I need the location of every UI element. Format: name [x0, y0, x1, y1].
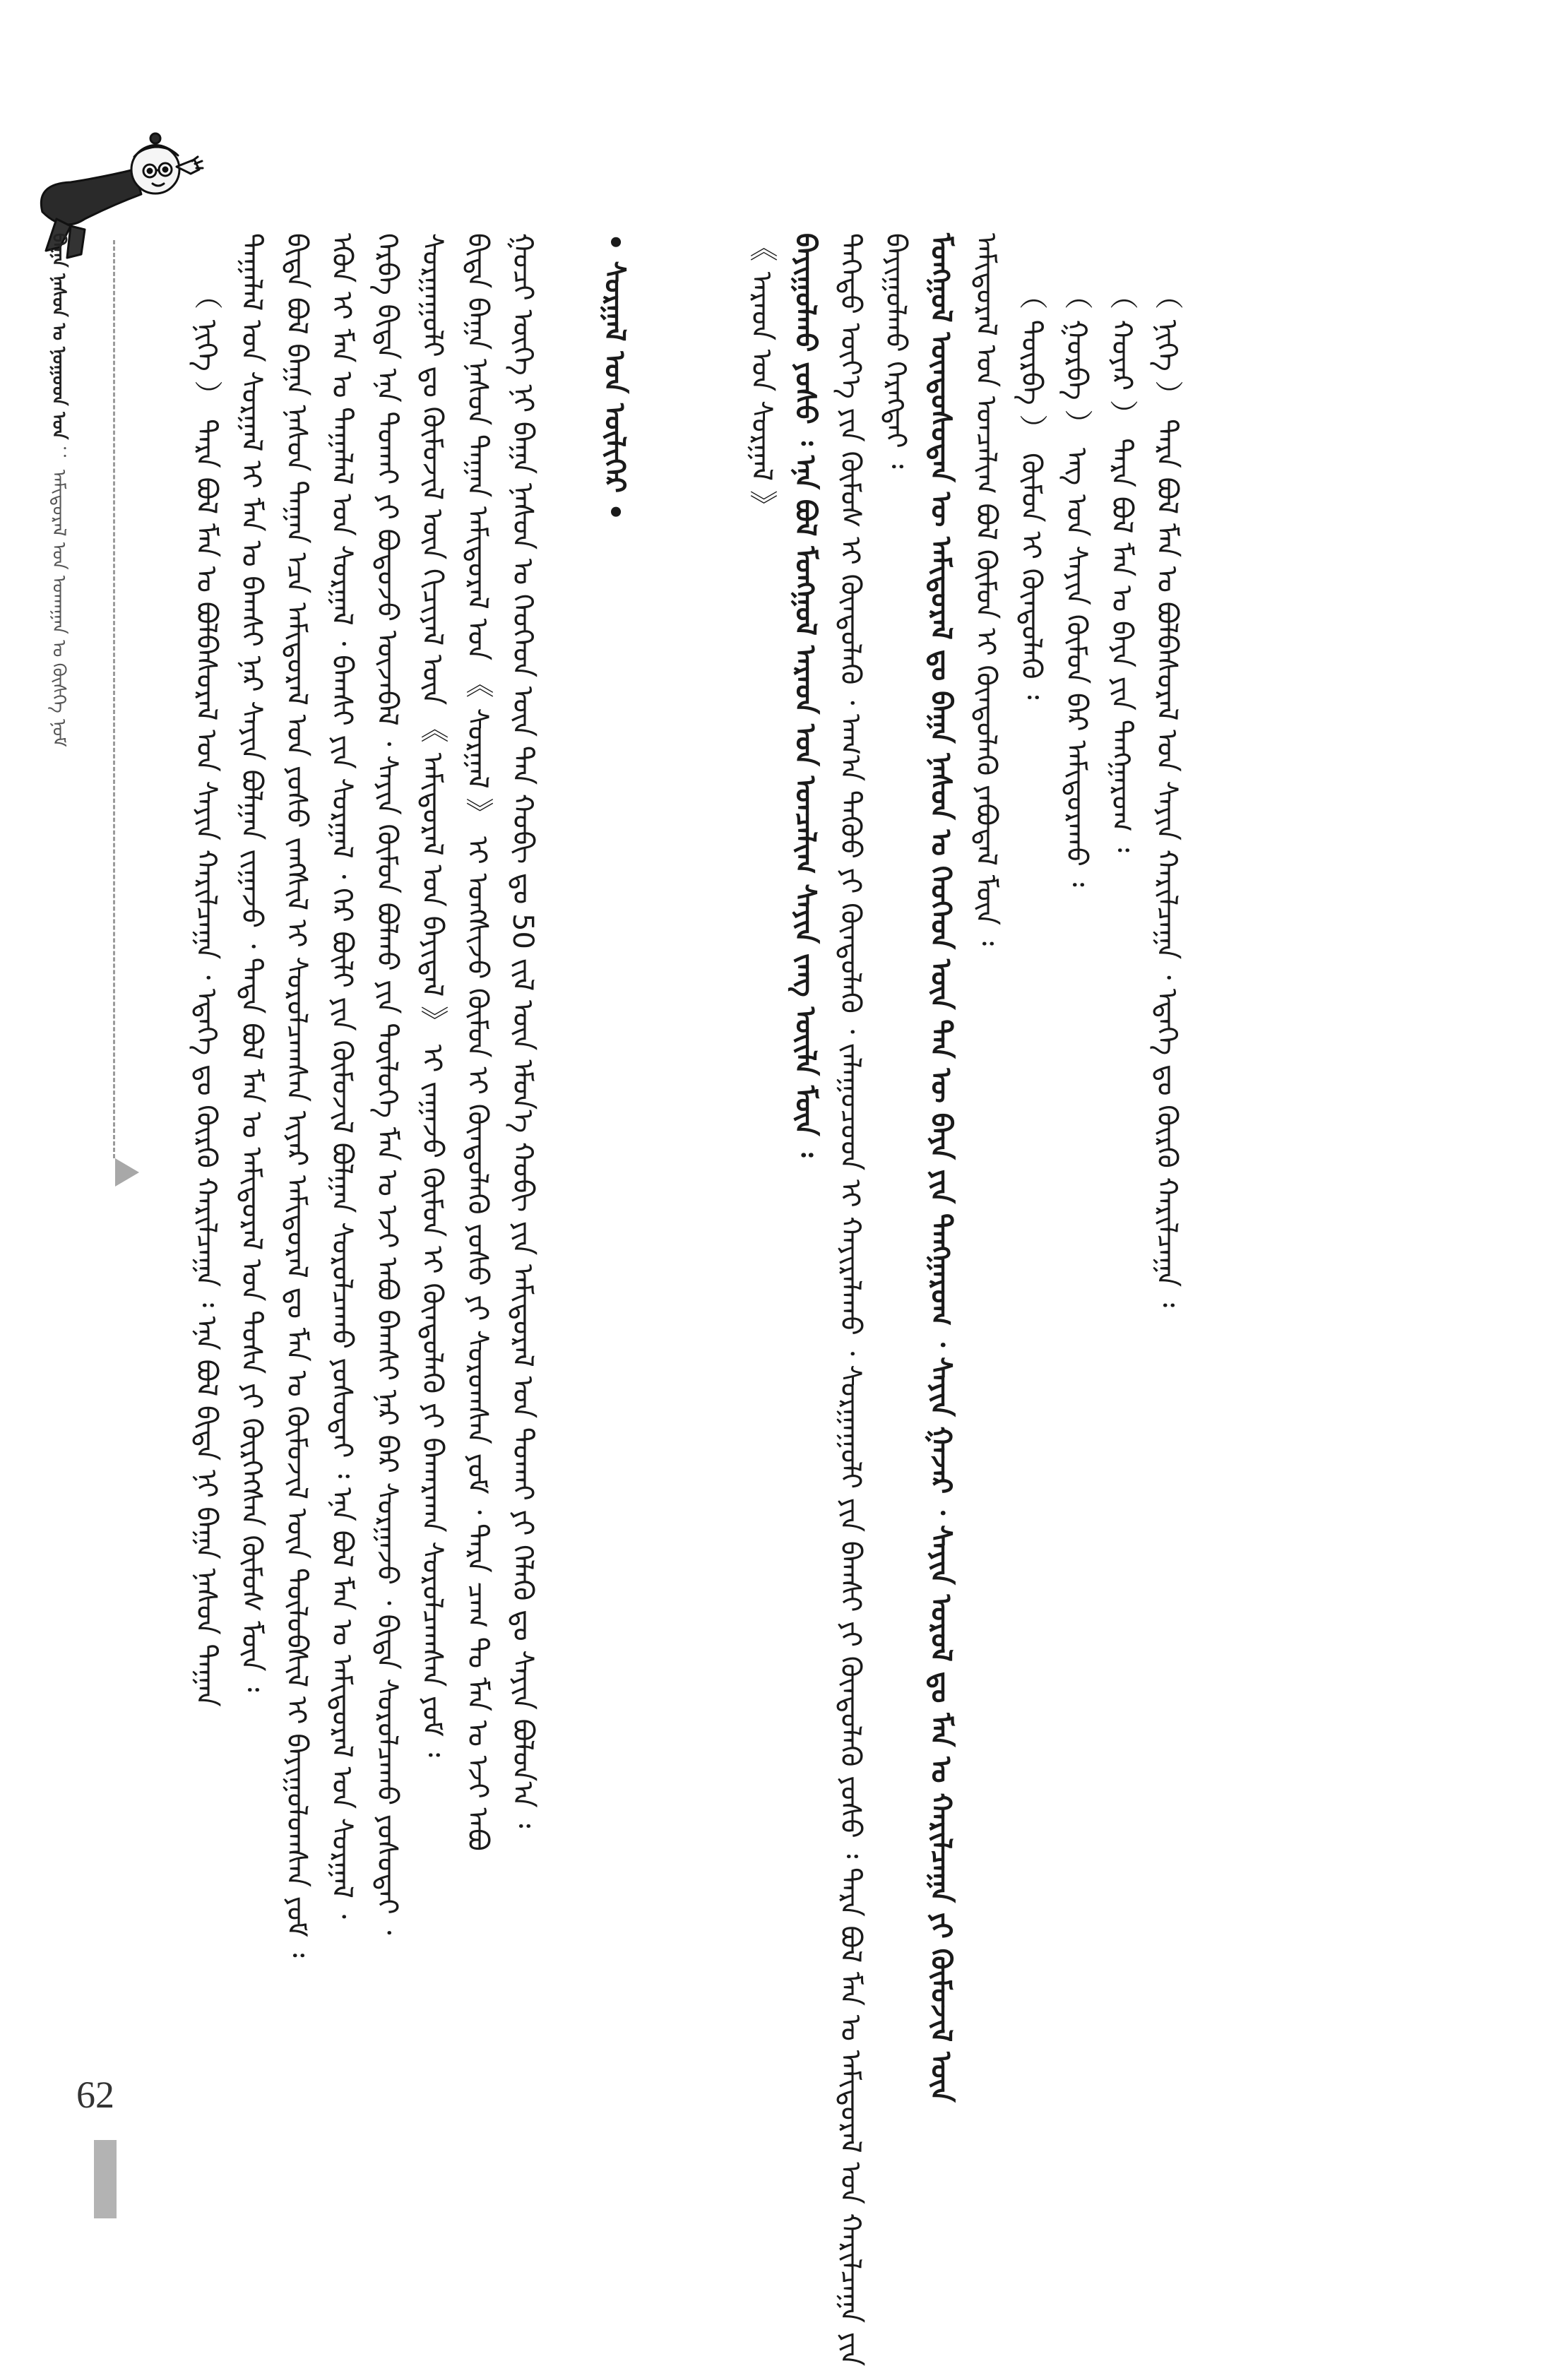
body-line-3: ᠰᠤᠷᠭᠠᠭᠤᠯᠢ ᠳᠤ ᠬᠦᠮᠦᠵᠢᠯ ᠦᠨ ᠬᠢᠴᠢᠶᠡᠯ ᠦᠨ 《 ᠠᠮᠢᠳᠤᠷᠠᠯ ᠤᠨ ᠪᠠᠶᠢᠳᠠᠯ 》 ᠢ ᠵᠠᠭᠠᠵᠤ ᠬᠦᠮᠦᠨ ᠢ ᠬᠦᠨᠳᠦᠯᠡᠬᠦ ᠶᠢ ᠪᠠᠬᠠᠷᠬᠠᠨ ᠰᠤᠷᠤᠯᠴᠠᠭᠰᠠᠨ ᠶᠤᠮ ᠄ — [416, 233, 449, 1757]
body-line-1: ᠭᠤᠴᠢ ᠦᠭᠡ ᠨᠢ ᠪᠠᠭᠠ ᠨᠠᠰᠤᠨ ᠤ ᠬᠡᠦᠬᠡᠳ ᠦᠨ ᠲᠠᠨ ᠬᠤᠪᠢ ᠳᠤ 50 ᠵᠢᠯ ᠦᠨ ᠡᠮᠦᠨ᠎ᠡ ᠬᠤᠪᠢ ᠶᠢᠨ ᠠᠮᠢᠳᠤᠷᠠᠯ ᠤᠨ ᠲᠤᠬᠠᠢ ᠶᠢ ᠬᠡᠯᠡᠬᠦ ᠳᠤ ᠰᠠᠶᠢᠨ ᠪᠣᠯᠤᠨ᠎ᠠ ᠄ — [506, 233, 539, 1829]
section-heading: • ᠰᠤᠷᠭᠠᠯ ᠤᠨ ᠦᠯᠢᠭᠡᠷ • — [598, 233, 631, 521]
page-number: 62 — [76, 2074, 114, 2116]
book-title: ᠠᠮᠢᠳᠤᠷᠠᠯ ᠤᠨ ᠤᠬᠠᠭᠠᠨ ᠤ ᠬᠥᠰᠭᠡ ᠨᠤᠮ — [48, 469, 69, 747]
header-dashed-rule — [113, 240, 115, 1158]
body-line-4: ᠬᠡᠷᠪᠡ ᠪᠢᠳᠡ ᠡᠨᠡ ᠲᠤᠬᠠᠢ ᠶᠢ ᠪᠣᠳᠣᠵᠤ ᠦᠵᠡᠪᠡᠯ ᠂ ᠰᠠᠶᠢᠨ ᠬᠦᠮᠦᠨ ᠪᠣᠯᠬᠤ ᠶᠢᠨ ᠲᠥᠯᠥᠭᠡ ᠮᠠᠨ ᠤ ᠡᠵᠢ ᠠᠪᠤ ᠪᠠᠭᠰᠢ ᠨᠠᠷ ᠪᠡᠷ ᠰᠤᠷᠭᠠᠵᠤ ᠂ ᠪᠢᠳᠡ ᠰᠤᠷᠤᠯᠴᠠᠬᠤ ᠶᠤᠰᠤᠲᠠᠢ ᠂ — [371, 233, 403, 1935]
paragraph-line-2: ᠮᠣᠩᠭᠣᠯ ᠦᠨᠳᠦᠰᠦᠲᠡᠨ ᠦ ᠠᠮᠢᠳᠤᠷᠠᠯ ᠳᠤ ᠪᠠᠭᠠ ᠨᠠᠰᠤᠨ ᠤ ᠬᠡᠦᠬᠡᠳ ᠦᠨ ᠲᠠᠨ ᠦ ᠪᠡᠶᠡ ᠶᠢᠨ ᠲᠠᠩᠭᠠᠷᠤᠭ ᠂ ᠰᠠᠶᠢᠨ ᠭᠠᠵᠠᠷ ᠂ ᠰᠠᠶᠢᠨ ᠤᠷᠤᠯ ᠳᠤ ᠮᠠᠨ ᠤ ᠬᠠᠷᠢᠯᠴᠠᠭᠠ ᠶᠢ ᠬᠦᠮᠦᠵᠢᠯ ᠦᠨ — [925, 233, 957, 2103]
list-item-3: （ ᠭᠤᠷᠪᠠ ） ᠡᠩ ᠤᠨ ᠰᠠᠶᠢᠨ ᠬᠦᠮᠦᠨ ᠪᠡᠷ ᠠᠮᠢᠳᠤᠷᠠᠬᠤ ᠄ — [1060, 281, 1093, 887]
list-item-2: （ ᠬᠣᠶᠠᠷ ） ᠲᠡᠷᠡ ᠪᠣᠯ ᠮᠠᠨ ᠤ ᠪᠡᠶᠡ ᠶᠢᠨ ᠲᠠᠩᠭᠠᠷᠤᠭ ᠄ — [1105, 281, 1138, 852]
series-title: ᠪᠠᠭᠠ ᠨᠠᠰᠤᠨ ᠤ ᠨᠤᠭᠤᠳ ᠤᠨ — [48, 233, 69, 440]
body-line-2: ᠪᠢᠳᠡ ᠪᠠᠭᠠ ᠨᠠᠰᠤᠨ ᠳᠠᠭᠠᠨ ᠠᠮᠢᠳᠤᠷᠠᠯ ᠤᠨ 《 ᠰᠤᠷᠭᠠᠯ 》 ᠢ ᠤᠩᠰᠢᠵᠤ ᠬᠦᠮᠦᠨ ᠢ ᠬᠦᠨᠳᠦᠯᠡᠬᠦ ᠶᠤᠰᠤ ᠶᠢ ᠰᠤᠷᠤᠭᠰᠠᠨ ᠶᠤᠮ ᠂ ᠲᠡᠷᠡ ᠴᠠᠭ ᠲᠤ ᠮᠠᠨ ᠤ ᠡᠵᠢ ᠠᠪᠤ — [461, 233, 494, 1851]
arrow-right-icon — [115, 1158, 139, 1187]
paragraph-line-1: ᠠᠮᠢᠳᠤᠷᠠᠯ ᠤᠨ ᠣᠨᠴᠠᠯᠢᠭ ᠪᠣᠯ ᠬᠦᠮᠦᠨ ᠢ ᠬᠦᠨᠳᠦᠯᠡᠬᠦ ᠶᠠᠪᠤᠳᠠᠯ ᠮᠥᠨ ᠄ — [970, 233, 1002, 946]
paragraph-line-5: ᠪᠠᠶᠢᠭᠤᠯᠬᠤ ᠶᠤᠰᠤ ᠄ ᠡᠨᠡ ᠪᠣᠯ ᠮᠣᠩᠭᠣᠯ ᠠᠷᠠᠳ ᠤᠨ ᠣᠨᠴᠠᠯᠢᠭ ᠰᠠᠶᠢᠨ ᠵᠠᠩ ᠦᠢᠯᠡ ᠮᠥᠨ ᠄ — [789, 233, 821, 1158]
paragraph-line-3: ᠪᠠᠶᠢᠭᠤᠯᠬᠤ ᠬᠡᠷᠡᠭᠲᠡᠢ ᠄ — [879, 233, 912, 469]
body-line-5: ᠡᠭᠦᠨ ᠢ ᠮᠠᠨ ᠤ ᠲᠠᠭᠠᠯᠠᠯ ᠤᠨ ᠰᠤᠷᠭᠠᠯ ᠂ ᠪᠠᠭᠰᠢ ᠶᠢᠨ ᠰᠤᠷᠭᠠᠯ ᠂ ᠭᠡᠷ ᠪᠦᠯᠢ ᠶᠢᠨ ᠬᠦᠮᠦᠵᠢᠯ ᠪᠣᠯᠭᠠᠨ ᠰᠤᠷᠤᠯᠴᠠᠬᠤ ᠶᠤᠰᠤᠲᠠᠢ ᠄ ᠡᠨᠡ ᠪᠣᠯ ᠮᠠᠨ ᠤ ᠠᠮᠢᠳᠤᠷᠠᠯ ᠤᠨ ᠰᠤᠷᠭᠠᠯ ᠂ — [326, 233, 358, 1919]
body-line-6: ᠪᠢᠳᠡ ᠪᠣᠯ ᠪᠠᠭᠠ ᠨᠠᠰᠤᠨ ᠳᠠᠭᠠᠨ ᠡᠴᠡ ᠠᠮᠢᠳᠤᠷᠠᠯ ᠤᠨ ᠶᠤᠰᠤ ᠵᠠᠩᠰᠢᠯ ᠢ ᠰᠤᠷᠤᠯᠴᠠᠭᠰᠠᠨ ᠢᠶᠡᠷ ᠠᠮᠢᠳᠤᠷᠠᠯ ᠳᠤ ᠮᠠᠨ ᠤ ᠬᠦᠮᠦᠵᠢᠯ ᠦᠨ ᠲᠥᠯᠥᠪᠰᠢᠯ ᠢ ᠪᠠᠶᠢᠭᠤᠯᠤᠭᠰᠠᠨ ᠶᠤᠮ ᠄ — [280, 233, 313, 1958]
paragraph-line-4: ᠳᠡᠭᠡᠳᠦ ᠦᠶ᠎ᠡ ᠶᠢᠨ ᠬᠦᠮᠦᠰ ᠢ ᠬᠦᠨᠳᠦᠯᠡᠬᠦ ᠂ ᠠᠬ᠎ᠠ ᠳᠡᠭᠦᠦ ᠶᠢ ᠬᠦᠨᠳᠦᠯᠡᠬᠦ ᠂ ᠵᠠᠯᠠᠭᠤᠴᠤᠳ ᠢ ᠬᠠᠶᠢᠷᠠᠯᠠᠬᠤ ᠂ ᠰᠤᠷᠭᠠᠭᠤᠯᠢ ᠶᠢᠨ ᠪᠠᠭᠰᠢ ᠶᠢ ᠬᠦᠨᠳᠦᠯᠡᠬᠦ ᠶᠤᠰᠤ ᠄ ᠲᠡᠷᠡ ᠪᠣᠯ ᠮᠠᠨ ᠤ ᠠᠮᠢᠳᠤᠷᠠᠯ ᠤᠨ ᠬᠠᠷᠢᠯᠴᠠᠭᠠ ᠶᠢᠨ — [834, 233, 867, 2366]
paragraph-line-6: 《 ᠠᠷᠠᠳ ᠤᠨ ᠰᠤᠷᠭᠠᠯ 》 — [745, 233, 778, 519]
page-number-bar — [94, 2140, 117, 2218]
running-header: ᠪᠠᠭᠠ ᠨᠠᠰᠤᠨ ᠤ ᠨᠤᠭᠤᠳ ᠤᠨ ： ᠠᠮᠢᠳᠤᠷᠠᠯ ᠤᠨ ᠤᠬᠠᠭᠠᠨ ᠤ ᠬᠥᠰᠭᠡ ᠨᠤᠮ — [48, 233, 69, 747]
list-item-4: （ ᠳᠥᠷᠪᠡ ） ᠬᠦᠮᠦᠨ ᠢ ᠬᠦᠨᠳᠦᠯᠡᠬᠦ ᠄ — [1015, 281, 1047, 700]
body-line-7: ᠲᠠᠭᠠᠯᠠᠯ ᠤᠨ ᠰᠤᠷᠭᠠᠯ ᠢ ᠮᠠᠨ ᠤ ᠪᠠᠭᠰᠢ ᠨᠠᠷ ᠰᠠᠶᠢᠨ ᠪᠣᠯᠭᠠᠨ ᠵᠢᠭᠠᠵᠤ ᠂ ᠲᠡᠳᠡ ᠪᠣᠯ ᠮᠠᠨ ᠤ ᠠᠮᠢᠳᠤᠷᠠᠯ ᠤᠨ ᠲᠤᠰᠠ ᠶᠢ ᠬᠦᠷᠭᠡᠭᠰᠡᠨ ᠬᠦᠮᠦᠰ ᠮᠥᠨ ᠄ — [235, 233, 268, 1692]
body-line-8: （ ᠨᠢᠭᠡ ） ᠲᠡᠷᠡ ᠪᠣᠯ ᠮᠠᠨ ᠤ ᠪᠣᠯᠪᠠᠰᠤᠷᠠᠯ ᠤᠨ ᠰᠠᠶᠢᠨ ᠬᠠᠷᠢᠯᠴᠠᠭᠠ ᠂ ᠡᠳᠡᠭᠡ ᠳᠤ ᠬᠦᠷᠬᠦ ᠬᠠᠷᠢᠯᠴᠠᠭᠠ ᠄ ᠡᠨᠡ ᠪᠣᠯ ᠪᠢᠳᠡ ᠨᠢ ᠪᠠᠭᠠ ᠨᠠᠰᠤᠨ ᠳᠠᠭᠠᠨ — [190, 281, 222, 1707]
list-item-1: （ ᠨᠢᠭᠡ ） ᠲᠡᠷᠡ ᠪᠣᠯ ᠮᠠᠨ ᠤ ᠪᠣᠯᠪᠠᠰᠤᠷᠠᠯ ᠤᠨ ᠰᠠᠶᠢᠨ ᠬᠠᠷᠢᠯᠴᠠᠭᠠ ᠂ ᠡᠳᠡᠭᠡ ᠳᠤ ᠬᠦᠷᠬᠦ ᠬᠠᠷᠢᠯᠴᠠᠭᠠ ᠄ — [1151, 281, 1183, 1308]
